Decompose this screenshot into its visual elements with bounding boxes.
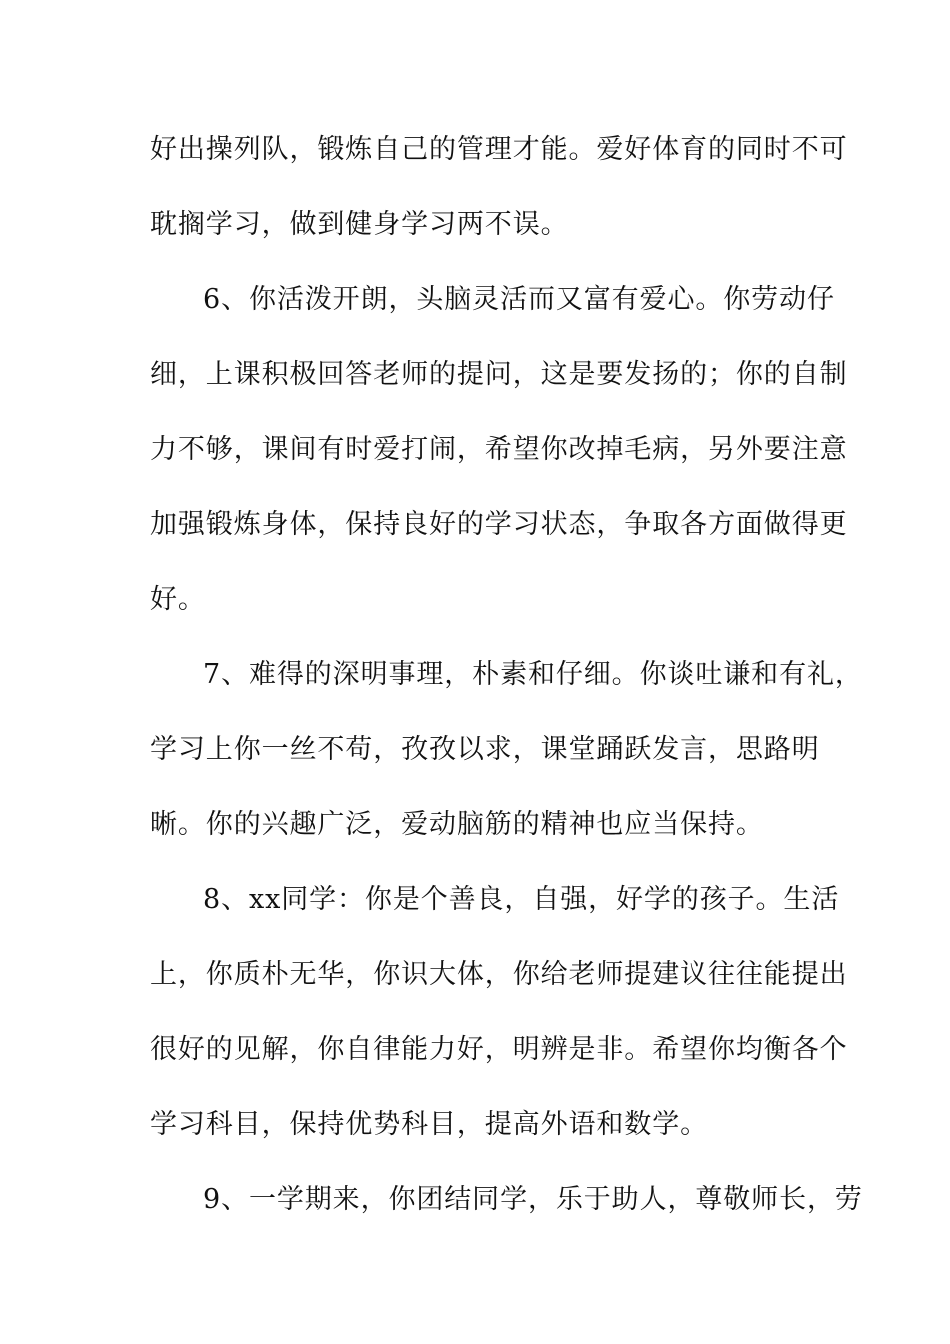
paragraph-6-start: 6、你活泼开朗，头脑灵活而又富有爱心。你劳动仔 (203, 284, 835, 315)
paragraph-7-start: 7、难得的深明事理，朴素和仔细。你谈吐谦和有礼， (203, 659, 863, 690)
text-line: 学习科目，保持优势科目，提高外语和数学。 (150, 1109, 708, 1140)
text-line: 上，你质朴无华，你识大体，你给老师提建议往往能提出 (150, 959, 848, 990)
text-line: 加强锻炼身体，保持良好的学习状态，争取各方面做得更 (150, 509, 848, 540)
text-line: 很好的见解，你自律能力好，明辨是非。希望你均衡各个 (150, 1034, 848, 1065)
text-line: 力不够，课间有时爱打闹，希望你改掉毛病，另外要注意 (150, 434, 848, 465)
text-line: 学习上你一丝不苟，孜孜以求，课堂踊跃发言，思路明 (150, 734, 820, 765)
text-line: 细，上课积极回答老师的提问，这是要发扬的；你的自制 (150, 359, 848, 390)
text-line: 好。 (150, 584, 206, 615)
text-line: 耽搁学习，做到健身学习两不误。 (150, 209, 569, 240)
text-line: 好出操列队，锻炼自己的管理才能。爱好体育的同时不可 (150, 134, 848, 165)
text-line: 晰。你的兴趣广泛，爱动脑筋的精神也应当保持。 (150, 809, 764, 840)
paragraph-8-start: 8、xx同学：你是个善良，自强，好学的孩子。生活 (203, 884, 840, 915)
paragraph-9-start: 9、一学期来，你团结同学，乐于助人，尊敬师长，劳 (203, 1184, 863, 1215)
